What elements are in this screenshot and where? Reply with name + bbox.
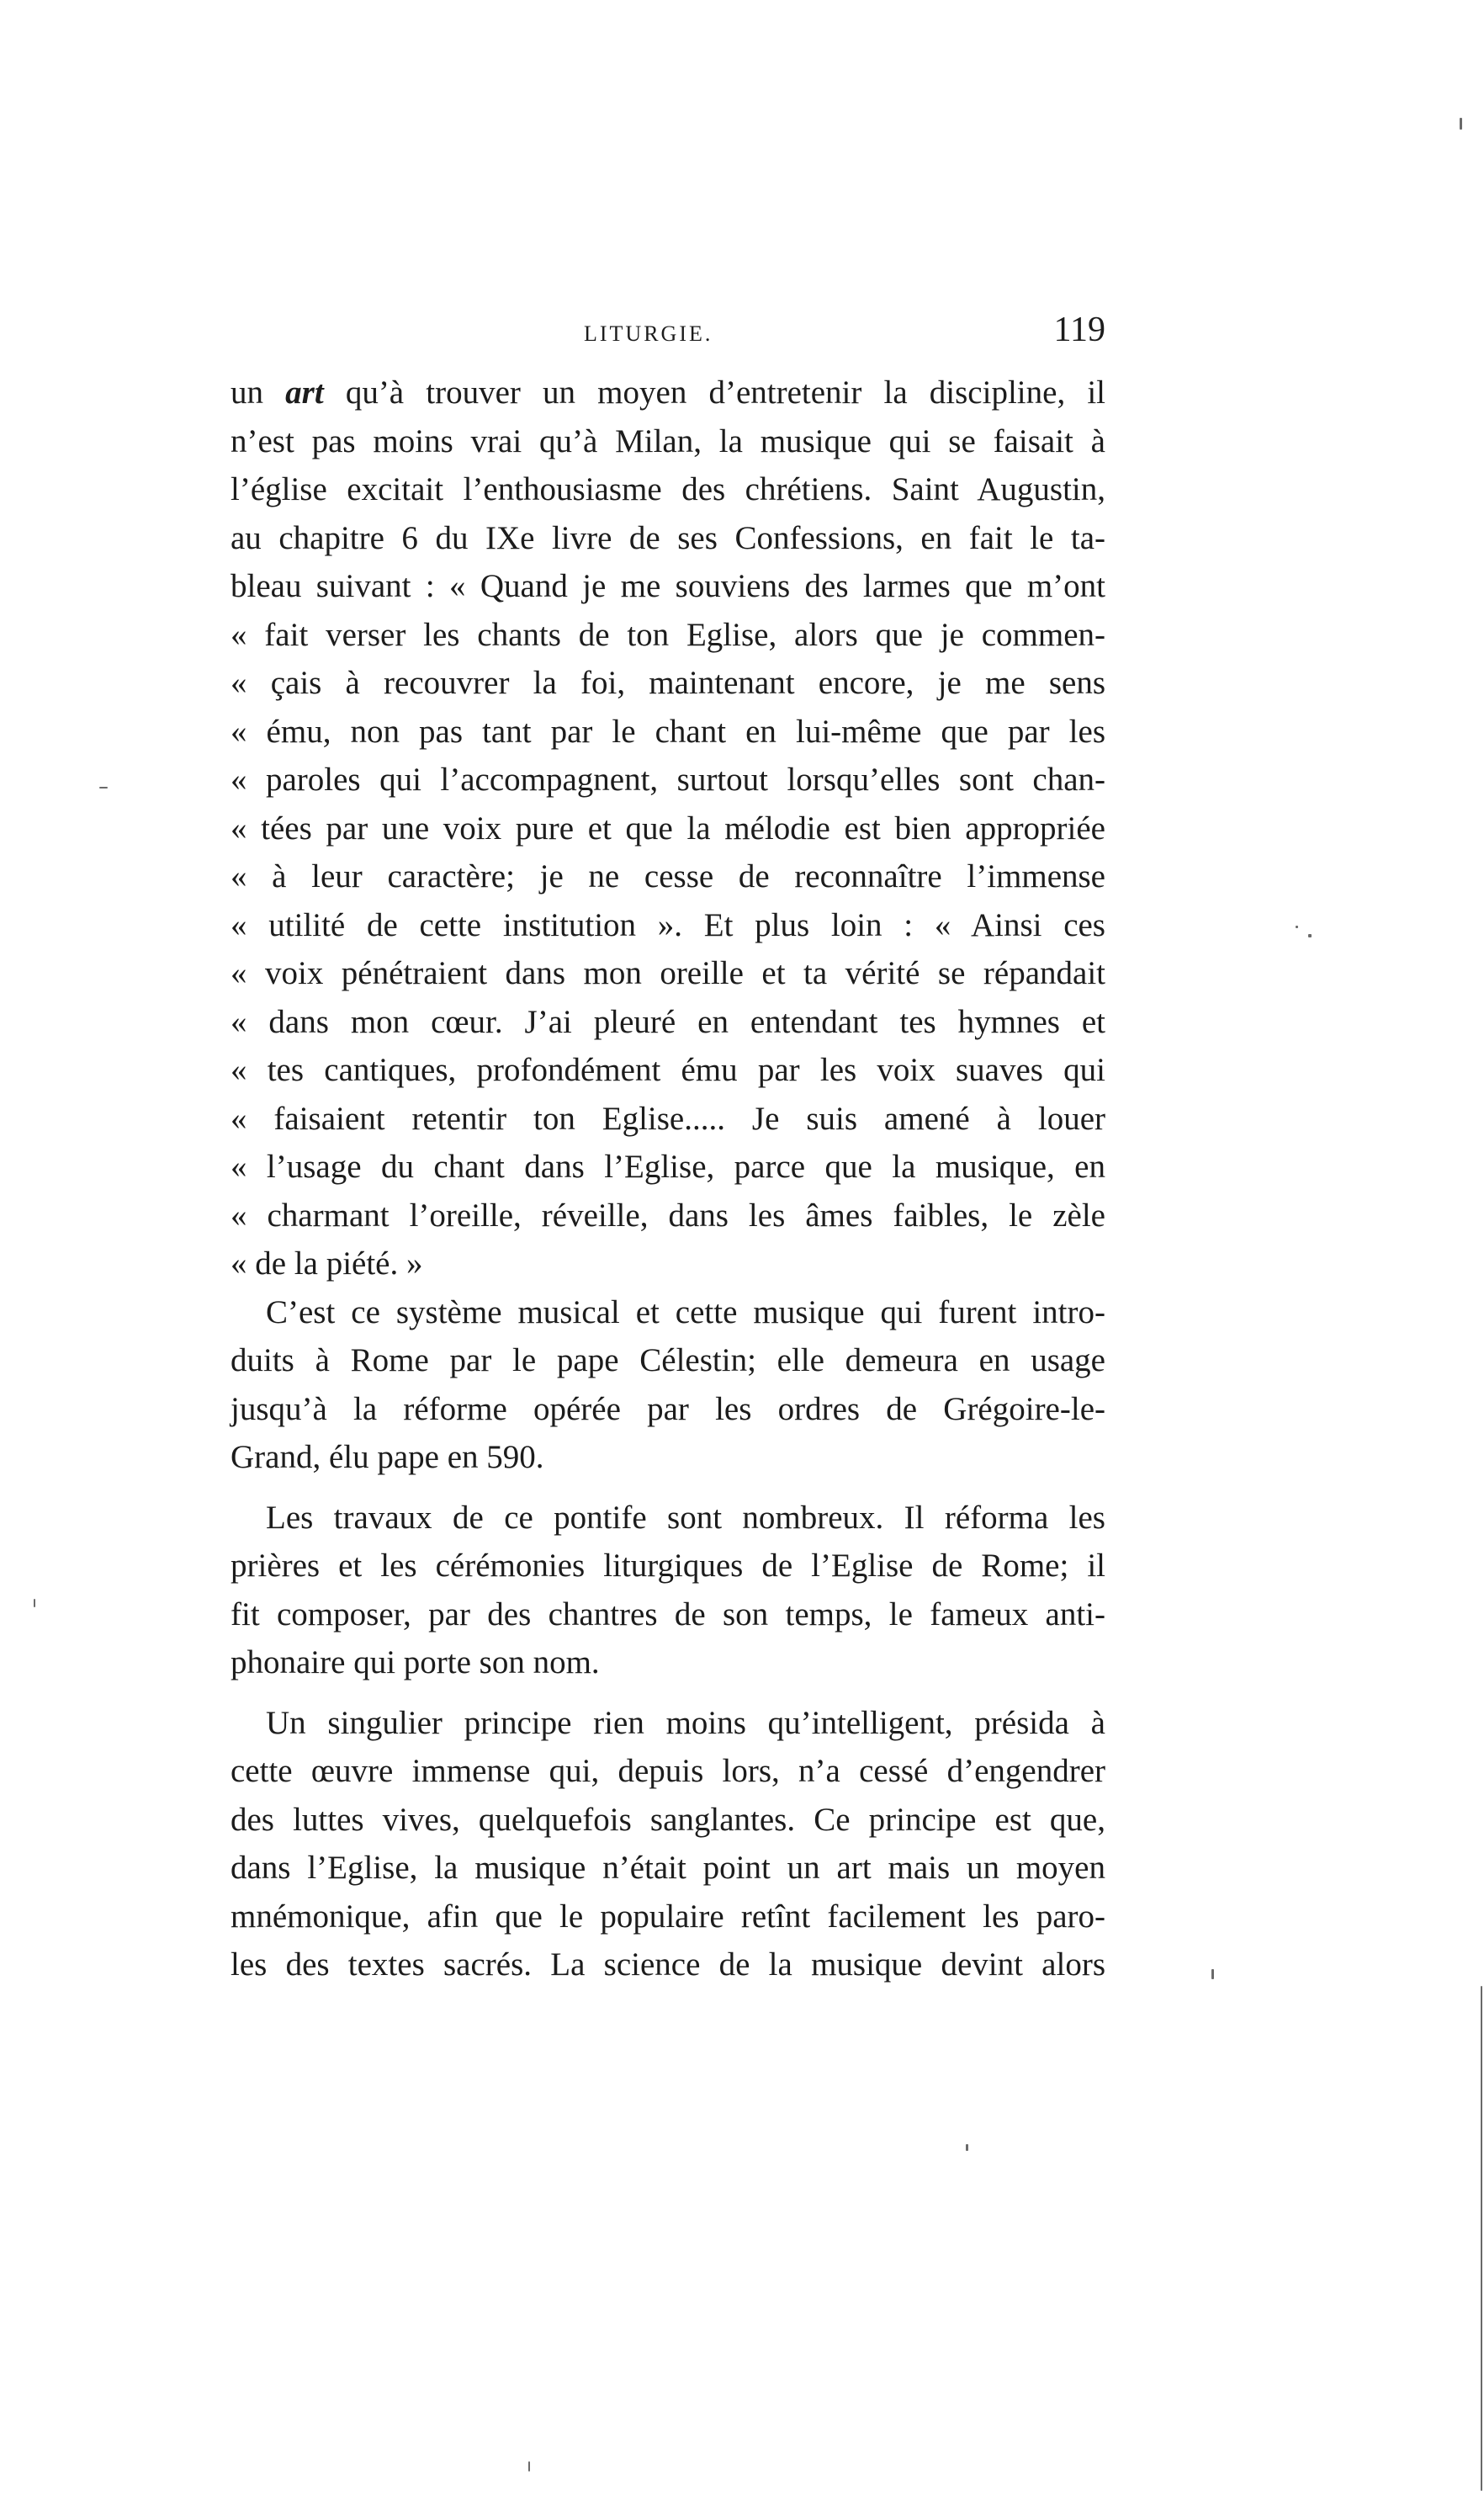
text-line: bleau suivant : « Quand je me souviens des larmes que m’ont <box>231 568 1105 604</box>
text-line: « l’usage du chant dans l’Eglise, parce que la musique, en <box>231 1149 1105 1185</box>
scan-speck <box>99 787 108 788</box>
text-line: les des textes sacrés. La science de la musique devint alors <box>231 1946 1105 1983</box>
scan-speck <box>1211 1969 1214 1979</box>
running-title: LITURGIE. <box>584 321 713 346</box>
text-line: duits à Rome par le pape Célestin; elle demeura en usage <box>231 1342 1105 1378</box>
text-line: phonaire qui porte son nom. <box>231 1644 600 1680</box>
text-line: « utilité de cette institution ». Et plus loin : « Ainsi ces <box>231 906 1105 943</box>
text-line: « faisaient retentir ton Eglise..... Je suis amené à louer <box>231 1100 1105 1137</box>
text-line: au chapitre 6 du IXe livre de ses Confessions, en fait le ta- <box>231 519 1105 556</box>
text-line: « çais à recouvrer la foi, maintenant encore, je me sens <box>231 665 1105 701</box>
paragraph-first-line: Un singulier principe rien moins qu’intelligent, présida à <box>266 1704 1105 1741</box>
text-line: dans l’Eglise, la musique n’était point un art mais un moyen <box>231 1850 1105 1886</box>
scan-speck <box>34 1599 35 1607</box>
paragraph-first-line: C’est ce système musical et cette musique qui furent intro- <box>266 1293 1105 1330</box>
text-line: des luttes vives, quelquefois sanglantes. Ce principe est que, <box>231 1801 1105 1838</box>
scan-speck <box>1296 926 1298 928</box>
scan-speck <box>528 2461 530 2471</box>
scan-speck <box>966 2144 968 2151</box>
text-line: « tes cantiques, profondément ému par les voix suaves qui <box>231 1052 1105 1088</box>
italic-word: art <box>285 374 324 411</box>
text-line: « paroles qui l’accompagnent, surtout lorsqu’elles sont chan- <box>231 762 1105 798</box>
running-head <box>231 310 1105 360</box>
text-line: cette œuvre immense qui, depuis lors, n’a cessé d’engendrer <box>231 1753 1105 1789</box>
paragraph-first-line: Les travaux de ce pontife sont nombreux. Il réforma les <box>266 1499 1105 1536</box>
text-fragment: qu’à trouver un moyen d’entretenir la discipline, il <box>323 374 1106 411</box>
text-line: jusqu’à la réforme opérée par les ordres de Grégoire-le- <box>231 1390 1105 1427</box>
body-text <box>231 369 1105 1989</box>
page-number: 119 <box>1053 311 1105 349</box>
text-line: « dans mon cœur. J’ai pleuré en entendant tes hymnes et <box>231 1003 1105 1040</box>
text-line: « fait verser les chants de ton Eglise, alors que je commen- <box>231 616 1105 653</box>
scan-speck <box>1481 1986 1482 2491</box>
text-line: « voix pénétraient dans mon oreille et ta vérité se répandait <box>231 955 1105 991</box>
text-line: Grand, élu pape en 590. <box>231 1439 544 1475</box>
text-line: fit composer, par des chantres de son temps, le fameux anti- <box>231 1595 1105 1633</box>
scan-speck <box>1308 934 1312 937</box>
text-fragment: un <box>231 374 286 411</box>
scan-speck <box>1460 118 1462 130</box>
text-line: n’est pas moins vrai qu’à Milan, la musique qui se faisait à <box>231 422 1105 459</box>
text-line: « charmant l’oreille, réveille, dans les âmes faibles, le zèle <box>231 1197 1105 1234</box>
text-line: mnémonique, afin que le populaire retînt facilement les paro- <box>231 1898 1105 1935</box>
text-line: « de la piété. » <box>231 1245 423 1282</box>
text-line <box>231 369 1105 417</box>
text-line: « ému, non pas tant par le chant en lui-même que par les <box>231 713 1105 750</box>
text-line: prières et les cérémonies liturgiques de l’Eglise de Rome; il <box>231 1548 1105 1584</box>
text-line: « tées par une voix pure et que la mélodie est bien appropriée <box>231 810 1105 847</box>
text-line: l’église excitait l’enthousiasme des chrétiens. Saint Augustin, <box>231 471 1105 507</box>
text-line: « à leur caractère; je ne cesse de reconnaître l’immense <box>231 858 1105 895</box>
